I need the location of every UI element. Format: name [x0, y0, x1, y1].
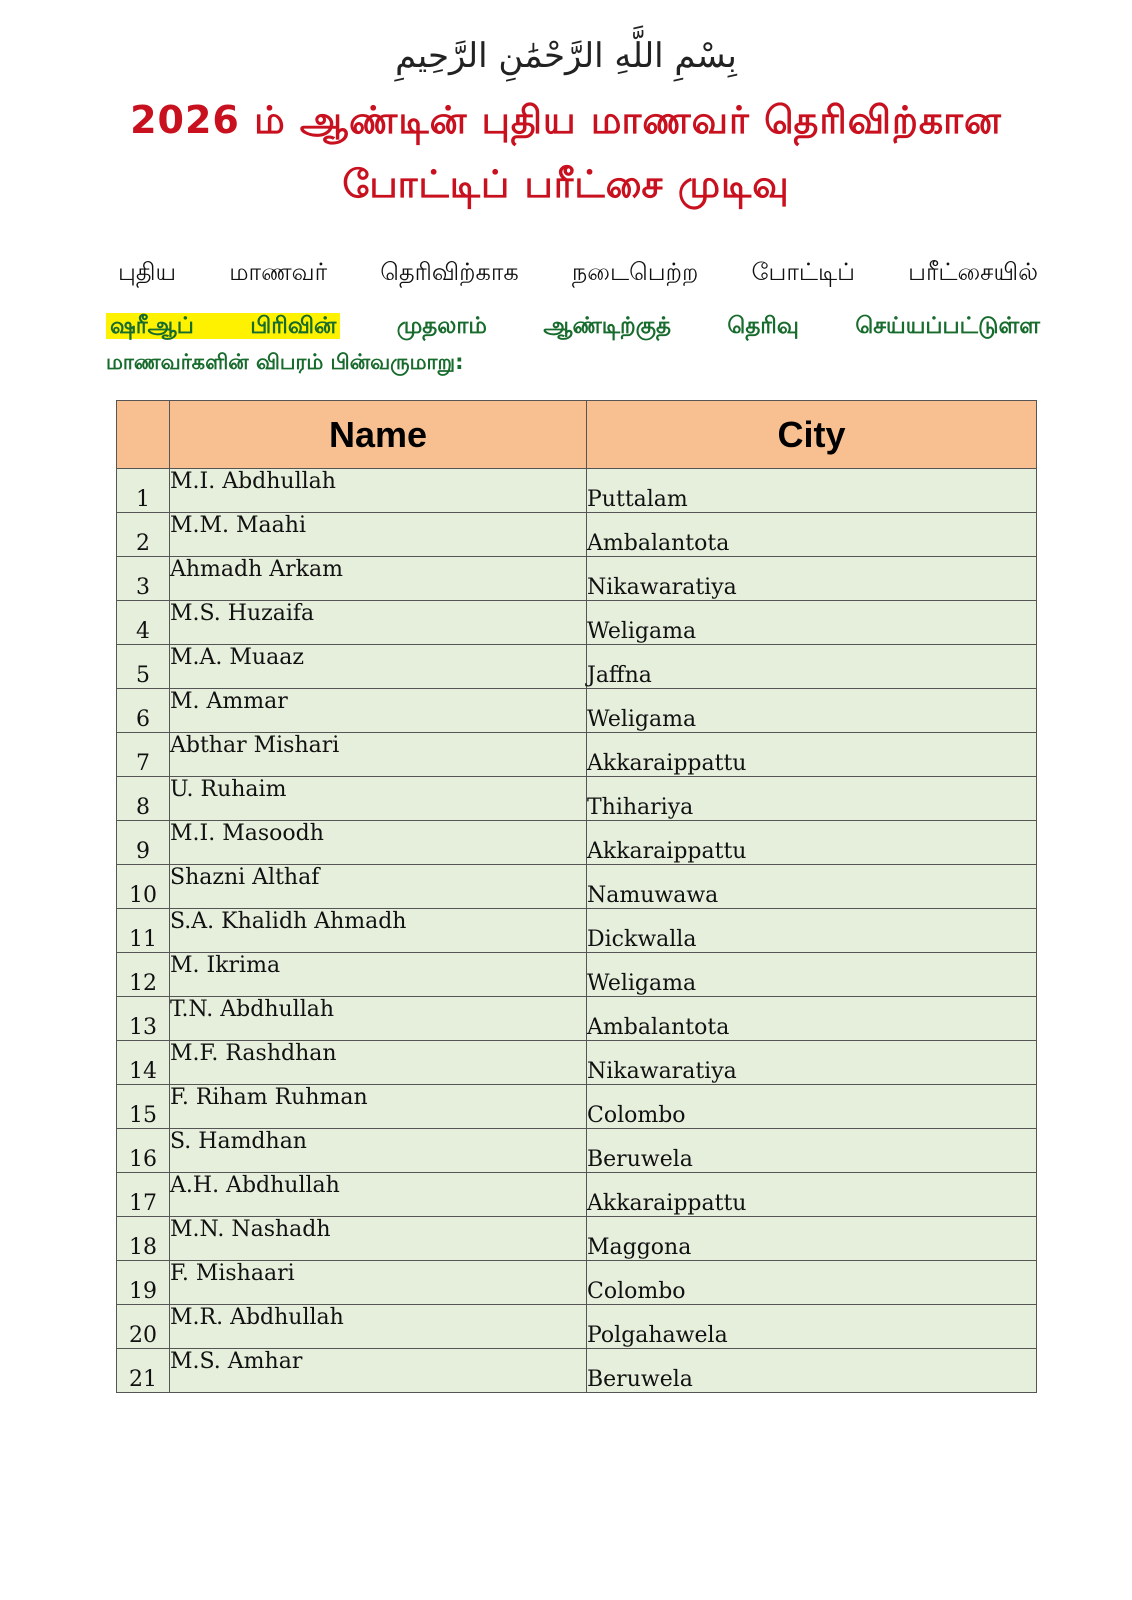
intro-green-rest: முதலாம் ஆண்டிற்குத் தெரிவு செய்யப்பட்டுள்ள	[396, 313, 1040, 339]
student-city: Akkaraippattu	[587, 821, 1037, 865]
results-table	[116, 400, 1037, 1393]
row-number: 10	[117, 865, 170, 909]
table-row	[117, 1085, 1037, 1129]
student-city: Puttalam	[587, 469, 1037, 513]
page-title-line-2: போட்டிப் பரீட்சை முடிவு	[342, 162, 790, 206]
student-city: Weligama	[587, 689, 1037, 733]
student-name: M. Ikrima	[170, 953, 587, 997]
row-number: 2	[117, 513, 170, 557]
student-name: M.S. Amhar	[170, 1349, 587, 1393]
student-name: Ahmadh Arkam	[170, 557, 587, 601]
student-name: M.I. Masoodh	[170, 821, 587, 865]
column-header-city: City	[587, 401, 1037, 469]
student-name: M.M. Maahi	[170, 513, 587, 557]
student-name: M.N. Nashadh	[170, 1217, 587, 1261]
student-name: M. Ammar	[170, 689, 587, 733]
row-number: 13	[117, 997, 170, 1041]
table-header-row	[117, 401, 1037, 469]
table-row	[117, 997, 1037, 1041]
row-number: 9	[117, 821, 170, 865]
student-name: A.H. Abdhullah	[170, 1173, 587, 1217]
table-row	[117, 645, 1037, 689]
student-name: M.S. Huzaifa	[170, 601, 587, 645]
row-number: 14	[117, 1041, 170, 1085]
student-city: Jaffna	[587, 645, 1037, 689]
student-city: Weligama	[587, 953, 1037, 997]
column-header-number	[117, 401, 170, 469]
table-body	[117, 469, 1037, 1393]
student-name: S. Hamdhan	[170, 1129, 587, 1173]
student-name: M.R. Abdhullah	[170, 1305, 587, 1349]
student-city: Polgahawela	[587, 1305, 1037, 1349]
table-row	[117, 601, 1037, 645]
row-number: 6	[117, 689, 170, 733]
row-number: 1	[117, 469, 170, 513]
table-row	[117, 1041, 1037, 1085]
column-header-name: Name	[170, 401, 587, 469]
row-number: 5	[117, 645, 170, 689]
table-row	[117, 1217, 1037, 1261]
student-name: S.A. Khalidh Ahmadh	[170, 909, 587, 953]
student-city: Weligama	[587, 601, 1037, 645]
table-row	[117, 1305, 1037, 1349]
table-row	[117, 1349, 1037, 1393]
student-city: Dickwalla	[587, 909, 1037, 953]
table-row	[117, 1129, 1037, 1173]
student-city: Colombo	[587, 1261, 1037, 1305]
table-row	[117, 1173, 1037, 1217]
intro-green-line	[106, 306, 1040, 346]
student-name: F. Mishaari	[170, 1261, 587, 1305]
student-city: Akkaraippattu	[587, 1173, 1037, 1217]
row-number: 15	[117, 1085, 170, 1129]
student-city: Maggona	[587, 1217, 1037, 1261]
student-city: Colombo	[587, 1085, 1037, 1129]
table-row	[117, 689, 1037, 733]
table-row	[117, 953, 1037, 997]
student-city: Beruwela	[587, 1129, 1037, 1173]
student-name: U. Ruhaim	[170, 777, 587, 821]
table-row	[117, 557, 1037, 601]
student-city: Namuwawa	[587, 865, 1037, 909]
student-name: M.A. Muaaz	[170, 645, 587, 689]
table-row	[117, 777, 1037, 821]
student-name: M.I. Abdhullah	[170, 469, 587, 513]
intro-text: புதிய மாணவர் தெரிவிற்காக நடைபெற்ற போட்டிப் பரீட்சையில்	[118, 258, 1038, 286]
basmala-calligraphy: بِسْمِ اللَّهِ الرَّحْمَٰنِ الرَّحِيمِ	[395, 36, 737, 76]
row-number: 11	[117, 909, 170, 953]
student-city: Ambalantota	[587, 513, 1037, 557]
row-number: 12	[117, 953, 170, 997]
intro-green-line-2: மாணவர்களின் விபரம் பின்வருமாறு:	[106, 350, 464, 374]
table-row	[117, 733, 1037, 777]
table-row	[117, 1261, 1037, 1305]
row-number: 17	[117, 1173, 170, 1217]
table-row	[117, 513, 1037, 557]
row-number: 18	[117, 1217, 170, 1261]
student-city: Thihariya	[587, 777, 1037, 821]
row-number: 8	[117, 777, 170, 821]
table-row	[117, 469, 1037, 513]
student-city: Nikawaratiya	[587, 1041, 1037, 1085]
student-name: Abthar Mishari	[170, 733, 587, 777]
row-number: 3	[117, 557, 170, 601]
student-city: Beruwela	[587, 1349, 1037, 1393]
highlighted-department: ஷரீஆப் பிரிவின்	[106, 313, 340, 339]
student-name: F. Riham Ruhman	[170, 1085, 587, 1129]
row-number: 19	[117, 1261, 170, 1305]
row-number: 4	[117, 601, 170, 645]
student-city: Ambalantota	[587, 997, 1037, 1041]
row-number: 16	[117, 1129, 170, 1173]
student-city: Nikawaratiya	[587, 557, 1037, 601]
table-row	[117, 821, 1037, 865]
student-name: Shazni Althaf	[170, 865, 587, 909]
table-row	[117, 865, 1037, 909]
row-number: 7	[117, 733, 170, 777]
student-name: T.N. Abdhullah	[170, 997, 587, 1041]
row-number: 21	[117, 1349, 170, 1393]
row-number: 20	[117, 1305, 170, 1349]
page-title-line-1: 2026 ம் ஆண்டின் புதிய மாணவர் தெரிவிற்கான	[130, 98, 1002, 142]
student-name: M.F. Rashdhan	[170, 1041, 587, 1085]
student-city: Akkaraippattu	[587, 733, 1037, 777]
table-row	[117, 909, 1037, 953]
